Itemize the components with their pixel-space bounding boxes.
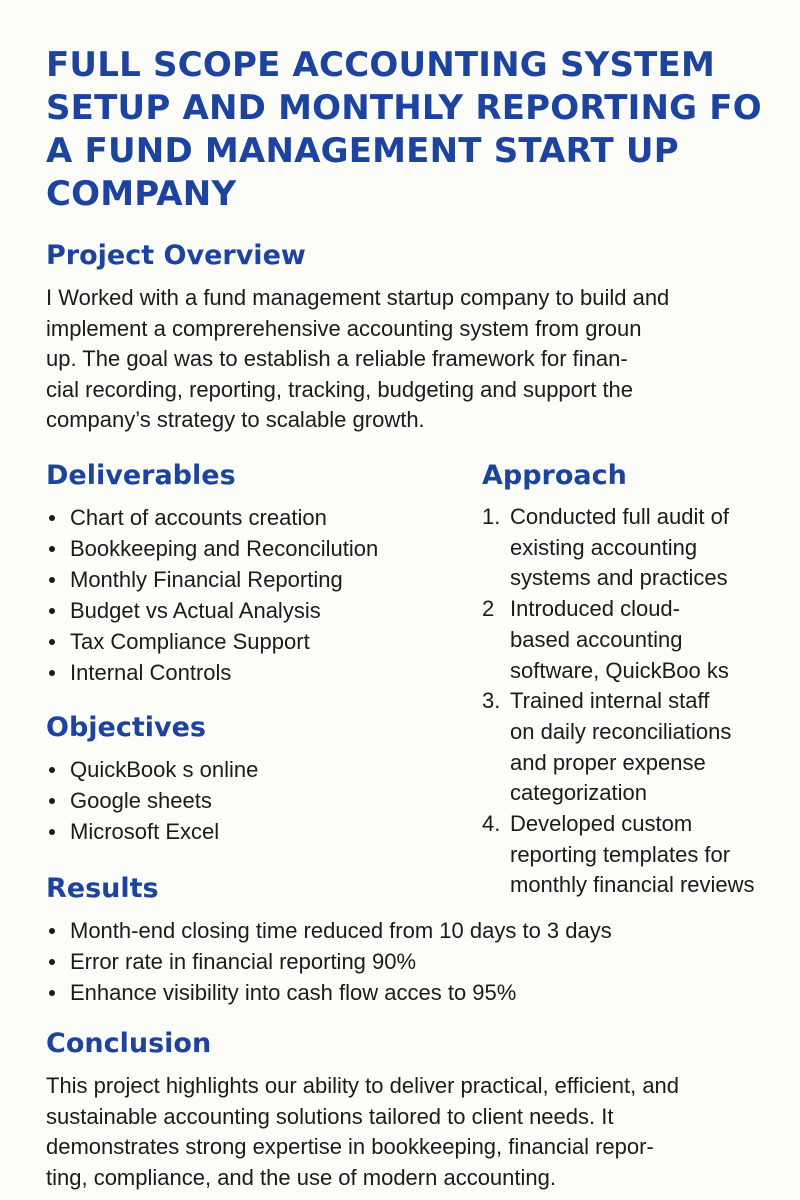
approach-list	[482, 502, 782, 901]
approach-line: based accounting	[510, 626, 683, 652]
approach-line: systems and practices	[510, 565, 728, 591]
conclusion-heading: Conclusion	[46, 1028, 212, 1059]
approach-number: 3.	[482, 688, 501, 714]
overview-heading: Project Overview	[46, 240, 306, 271]
title-line: FULL SCOPE ACCOUNTING SYSTEM	[46, 45, 715, 85]
conclusion-line: demonstrates strong expertise in bookkeeping, financial repor-	[46, 1134, 654, 1159]
objective-item: QuickBook s online	[46, 754, 446, 785]
deliverables-heading: Deliverables	[46, 460, 236, 491]
results-list	[46, 915, 766, 1008]
objectives-heading: Objectives	[46, 712, 206, 743]
conclusion-paragraph	[46, 1071, 776, 1193]
approach-item	[482, 686, 782, 809]
title-line: A FUND MANAGEMENT START UP	[46, 131, 679, 171]
document-title	[46, 44, 766, 216]
approach-number: 2	[482, 596, 495, 622]
overview-line: up. The goal was to establish a reliable framework for finan-	[46, 346, 628, 371]
overview-line: implement a comprerehensive accounting system from groun	[46, 315, 642, 341]
result-item: Error rate in financial reporting 90%	[46, 946, 766, 977]
approach-line: Introduced cloud-	[510, 596, 680, 622]
deliverable-item: Budget vs Actual Analysis	[46, 595, 446, 626]
approach-item	[482, 502, 782, 594]
approach-item	[482, 809, 782, 901]
approach-line: monthly financial reviews	[510, 872, 755, 898]
objective-item: Microsoft Excel	[46, 816, 446, 847]
approach-number: 1.	[482, 504, 501, 529]
deliverable-item: Chart of accounts creation	[46, 502, 446, 533]
deliverables-list	[46, 502, 446, 688]
approach-line: existing accounting	[510, 534, 698, 560]
conclusion-line: sustainable accounting solutions tailored to client needs. It	[46, 1103, 614, 1129]
overview-line: company’s strategy to scalable growth.	[46, 407, 425, 432]
approach-number: 4.	[482, 811, 501, 837]
approach-line: Trained internal staff	[510, 688, 710, 714]
approach-line: software, QuickBoo ks	[510, 657, 729, 683]
objectives-list	[46, 754, 446, 847]
results-heading: Results	[46, 873, 159, 904]
conclusion-line: ting, compliance, and the use of modern accounting.	[46, 1164, 556, 1190]
conclusion-line: This project highlights our ability to deliver practical, efficient, and	[46, 1073, 680, 1098]
result-item: Month-end closing time reduced from 10 days to 3 days	[46, 915, 766, 946]
title-line: SETUP AND MONTHLY REPORTING FO	[46, 88, 762, 128]
approach-line: Conducted full audit of	[510, 504, 729, 529]
approach-line: categorization	[510, 780, 647, 806]
deliverable-item: Internal Controls	[46, 657, 446, 688]
title-line: COMPANY	[46, 174, 237, 214]
approach-line: reporting templates for	[510, 841, 731, 867]
overview-line: I Worked with a fund management startup company to build and	[46, 285, 670, 310]
approach-item	[482, 594, 782, 686]
deliverable-item: Bookkeeping and Reconcilution	[46, 533, 446, 564]
deliverable-item: Monthly Financial Reporting	[46, 564, 446, 595]
approach-line: Developed custom	[510, 811, 693, 837]
approach-heading: Approach	[482, 460, 627, 491]
objective-item: Google sheets	[46, 785, 446, 816]
approach-line: on daily reconciliations	[510, 718, 732, 744]
approach-line: and proper expense	[510, 749, 706, 775]
result-item: Enhance visibility into cash flow acces to 95%	[46, 977, 766, 1008]
overview-paragraph	[46, 283, 766, 436]
deliverable-item: Tax Compliance Support	[46, 626, 446, 657]
overview-line: cial recording, reporting, tracking, budgeting and support the	[46, 376, 634, 402]
